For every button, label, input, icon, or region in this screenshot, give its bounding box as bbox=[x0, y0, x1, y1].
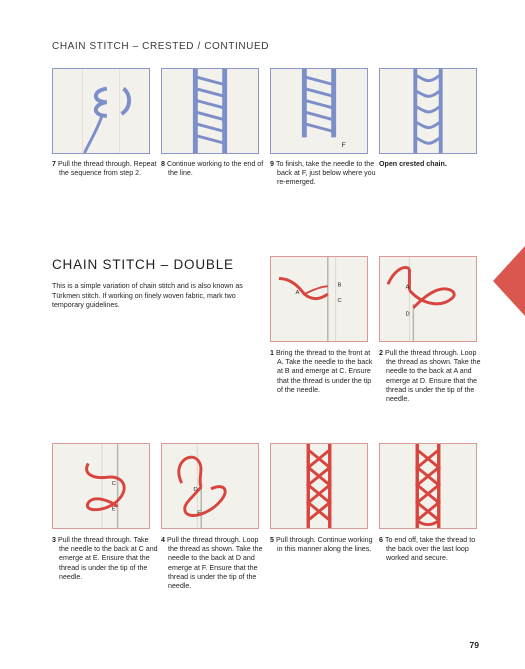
step-caption-3: 3 Pull the thread through. Take the needle to the back at C and emerge at E. Ensure that the thread is under the tip of the needle. bbox=[52, 536, 158, 581]
step-caption-1: 1 Bring the thread to the front at A. Take the needle to the back at B and emerge at C. Ensure that the thread is under the tip of the needle. bbox=[270, 349, 373, 394]
section-header: CHAIN STITCH – CRESTED / CONTINUED bbox=[52, 41, 270, 52]
section-title: CHAIN STITCH – DOUBLE bbox=[52, 257, 234, 272]
step-caption-6: 6 To end off, take the thread to the back over the last loop worked and secure. bbox=[379, 536, 476, 563]
photo-step-9 bbox=[270, 68, 368, 154]
photo-label: F bbox=[341, 142, 346, 150]
caption-open-crested: Open crested chain. bbox=[379, 160, 447, 168]
photo-step-3 bbox=[52, 443, 150, 529]
photo-step-2 bbox=[379, 256, 477, 342]
photo-label: B bbox=[337, 282, 342, 289]
photo-step-1 bbox=[270, 256, 368, 342]
photo-label: D bbox=[405, 311, 410, 318]
photo-step-7 bbox=[52, 68, 150, 154]
photo-step-5 bbox=[270, 443, 368, 529]
photo-label: D bbox=[193, 486, 198, 493]
photo-label: C bbox=[111, 481, 116, 488]
intro-text: This is a simple variation of chain stitch and is also known as Türkmen stitch. If working on finely woven fabric, mark two temporary guidelines. bbox=[52, 282, 243, 309]
photo-label: A bbox=[405, 284, 410, 291]
photo-step-4 bbox=[161, 443, 259, 529]
step-caption-9: 9 To finish, take the needle to the back at F, just below where you re-emerged. bbox=[270, 160, 376, 187]
photo-label: E bbox=[111, 506, 116, 513]
photo-label: A bbox=[295, 290, 300, 297]
step-caption-2: 2 Pull the thread through. Loop the thread as shown. Take the needle to the back at A and emerge at D. Ensure that the thread is under the tip of the needle. bbox=[379, 349, 481, 404]
photo-step-8 bbox=[161, 68, 259, 154]
chapter-tab-marker bbox=[493, 246, 525, 316]
page-number: 79 bbox=[469, 640, 479, 650]
step-caption-5: 5 Pull through. Continue working in this manner along the lines. bbox=[270, 536, 373, 554]
step-caption-7: 7 Pull the thread through. Repeat the sequence from step 2. bbox=[52, 160, 157, 178]
photo-open-crested bbox=[379, 68, 477, 154]
step-caption-4: 4 Pull the thread through. Loop the thread as shown. Take the needle to the back at D and emerge at F. Ensure that the thread is under the tip of the needle. bbox=[161, 536, 263, 591]
photo-label: C bbox=[337, 297, 342, 304]
step-caption-8: 8 Continue working to the end of the line. bbox=[161, 160, 264, 178]
photo-step-6 bbox=[379, 443, 477, 529]
photo-label: F bbox=[197, 510, 201, 517]
